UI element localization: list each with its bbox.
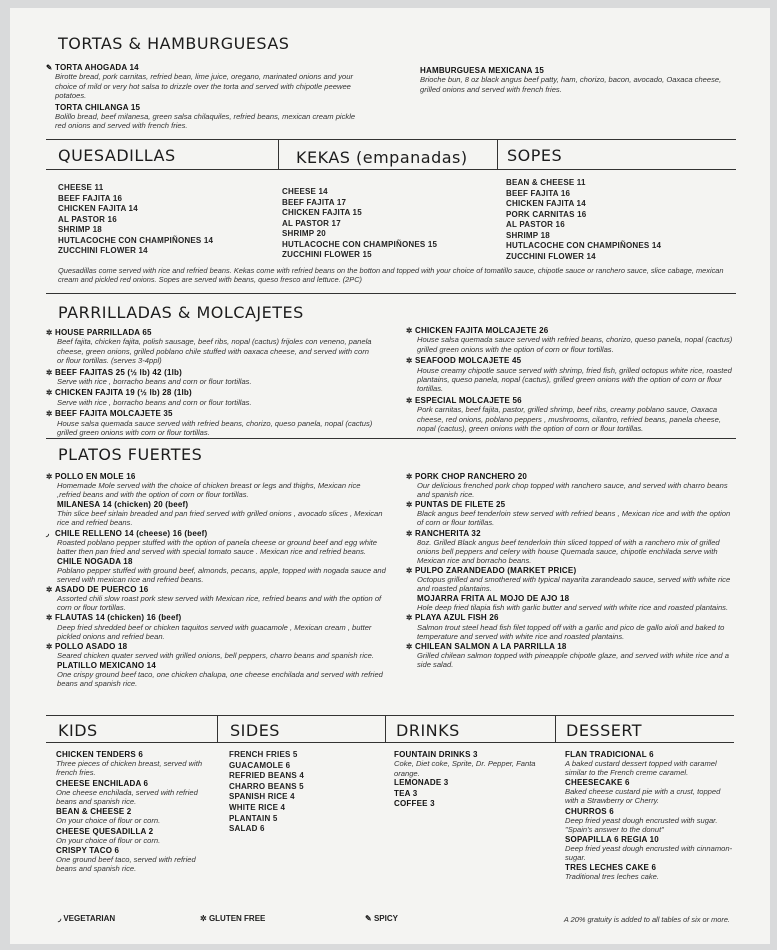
menu-item: [565, 750, 733, 777]
item-name: HOUSE PARRILLADA 65: [55, 328, 152, 337]
gluten-free-icon: ✲: [46, 641, 53, 651]
menu-item: [56, 827, 214, 845]
menu-item: WHITE RICE 4: [229, 802, 286, 812]
menu-item: TEA 3: [394, 788, 418, 798]
menu-item: [565, 778, 733, 805]
menu-item: LEMONADE 3: [394, 778, 449, 788]
menu-item: [46, 472, 386, 499]
section-title-quesadillas: QUESADILLAS: [58, 146, 176, 165]
parrilladas-right-column: [406, 326, 736, 435]
menu-item: [46, 585, 386, 612]
item-name: ESPECIAL MOLCAJETE 56: [415, 395, 522, 405]
menu-item: PLANTAIN 5: [229, 813, 278, 823]
item-name: FLAUTAS 14 (chicken) 16 (beef): [55, 613, 182, 623]
divider: [46, 438, 736, 439]
item-desc: Assorted chili slow roast pork stew served with Mexican rice, refried beans and with the option of corn or flour tortillas.: [57, 594, 382, 613]
item-desc: Baked cheese custard pie with a crust, topped with a Strawberry or Cherry.: [565, 787, 721, 806]
item-desc: Black angus beef tenderloin stew served with refried beans , Mexican rice and with the option of corn or flour tortillas.: [417, 509, 731, 528]
item-desc: One cheese enchilada, served with refried beans and spanish rice.: [56, 787, 198, 807]
platos-right-column: [406, 472, 736, 670]
divider: [46, 293, 736, 294]
platos-left-column: [46, 472, 386, 689]
menu-item: [56, 779, 214, 807]
parrilladas-left-column: [46, 328, 376, 439]
gluten-free-icon: ✲: [46, 367, 53, 377]
menu-item: [46, 63, 368, 101]
item-desc: Serve with rice , borracho beans and corn or flour tortillas.: [57, 377, 252, 387]
legend-gluten-free: [200, 914, 265, 923]
item-name: ASADO DE PUERCO 16: [55, 585, 149, 595]
menu-item: BEEF FAJITA 16: [506, 188, 571, 198]
gluten-free-icon: ✲: [406, 613, 413, 623]
menu-item: [46, 409, 376, 437]
item-name: CRISPY TACO 6: [56, 846, 120, 856]
item-desc: Deep fried shredded beef or chicken taquitos served with guacamole , Mexican cream , butter pickled onions and refried bean.: [57, 622, 372, 641]
divider: [46, 139, 736, 140]
divider: [497, 139, 498, 169]
item-desc: Roasted poblano pepper stuffed with the option of panela cheese or ground beef and egg white batter then pan fried and served with special tomato sauce . Mexican rice and refried beans.: [57, 537, 378, 556]
item-desc: Birotte bread, pork carnitas, refried bean, lime juice, oregano, marinated onions and your choice of mild or very hot salsa to drizzle over the torta and served with chipotle peewee potatoes.: [55, 72, 354, 101]
menu-item: [394, 750, 552, 778]
menu-item: [565, 835, 733, 862]
item-desc: Thin slice beef sirlain breaded and pan fried served with grilled onions , avocado slices , Mexican rice and refried beans.: [57, 509, 383, 528]
menu-page: [10, 8, 770, 944]
menu-item: [56, 750, 214, 778]
gluten-free-icon: ✲: [406, 528, 413, 538]
menu-item: [406, 566, 736, 593]
item-desc: Coke, Diet coke, Sprite, Dr. Pepper, Fanta orange.: [394, 759, 536, 778]
kekas-list: [282, 187, 437, 261]
item-name: MILANESA 14 (chicken) 20 (beef): [57, 500, 189, 510]
item-desc: Serve with rice , borracho beans and corn or flour tortillas.: [57, 397, 252, 407]
menu-item: REFRIED BEANS 4: [229, 771, 305, 781]
item-desc: Traditional tres leches cake.: [565, 872, 659, 882]
gluten-free-icon: ✲: [200, 914, 209, 923]
menu-item: AL PASTOR 16: [506, 220, 565, 229]
menu-item: [406, 396, 736, 434]
section-title-sopes: SOPES: [507, 146, 563, 165]
spicy-icon: ✎: [365, 914, 374, 923]
section-title-dessert: DESSERT: [566, 721, 643, 740]
item-name: FLAN TRADICIONAL 6: [565, 750, 654, 759]
gluten-free-icon: ✲: [46, 409, 53, 419]
section-title-drinks: DRINKS: [396, 721, 460, 740]
item-desc: Bolillo bread, beef milanesa, green salsa chilaquiles, refried beans, mexican cream pickle red onions and served with french fries.: [55, 112, 356, 131]
item-name: CHEESE ENCHILADA 6: [56, 778, 149, 788]
menu-item: ZUCCHINI FLOWER 15: [282, 250, 372, 259]
item-name: CHICKEN FAJITA MOLCAJETE 26: [415, 326, 549, 335]
menu-item: [46, 613, 386, 640]
tortas-left-column: [46, 63, 368, 133]
menu-item: BEEF FAJITA 16: [58, 193, 123, 203]
menu-item: SHRIMP 20: [282, 229, 326, 238]
item-name: MOJARRA FRITA AL MOJO DE AJO 18: [417, 594, 570, 604]
item-desc: Beef fajita, chicken fajita, polish sausage, beef ribs, nopal (cactus) frijoles con veneno, panela cheese, green onions, grilled poblano chile stuffed with oaxaca cheese, and served with corn or flour tortillas. (serves 3-4ppl): [57, 337, 372, 366]
sides-column: [229, 750, 304, 835]
menu-item: [46, 328, 376, 366]
menu-item: COFFEE 3: [394, 799, 435, 809]
item-desc: Seared chicken quater served with grilled onions, bell peppers, charro beans and spanish rice.: [57, 650, 375, 660]
menu-item: AL PASTOR 16: [58, 214, 117, 224]
item-desc: On your choice of flour or corn.: [56, 816, 161, 826]
gluten-free-icon: ✲: [406, 326, 413, 335]
gluten-free-icon: ✲: [406, 395, 413, 405]
divider: [217, 715, 218, 742]
divider: [278, 139, 279, 169]
item-desc: Pork carnitas, beef fajita, pastor, grilled shrimp, beef ribs, creamy poblano sauce, Oaxaca cheese, red onions, poblano peppers , mushrooms, cilantro, refried beans, panela cheese, nopal (cactus), green onions with the option of corn or flour tortillas.: [417, 405, 721, 434]
item-name: POLLO EN MOLE 16: [55, 472, 136, 481]
item-name: CHICKEN FAJITA 19 (½ lb) 28 (1lb): [55, 388, 192, 398]
item-desc: Octopus grilled and smothered with typical nayarita zarandeado sauce, served with white rice and roasted plantains.: [417, 575, 731, 594]
dessert-column: [565, 750, 733, 882]
legend-label: VEGETARIAN: [63, 914, 116, 923]
menu-item: [46, 661, 386, 688]
menu-item: [46, 642, 386, 660]
item-name: CHILE NOGADA 18: [57, 556, 133, 566]
menu-item: [406, 529, 736, 565]
menu-item: [565, 807, 733, 834]
spicy-icon: ✎: [46, 63, 53, 72]
item-name: BEEF FAJITAS 25 (½ lb) 42 (1lb): [55, 367, 182, 377]
item-desc: Grilled chilean salmon topped with pineapple chipotle glaze, and served with white rice and a side salad.: [417, 650, 729, 669]
menu-item: SALAD 6: [229, 824, 265, 834]
item-name: TORTA AHOGADA 14: [55, 63, 139, 72]
combined-note: Quesadillas come served with rice and refried beans. Kekas come with refried beans on the botton and topped with your choice of tomatillo sauce, chipotle sauce or ranchero sauce, slice cabage, mexican cream and pickled red onions. Sopes are served with beans, queso fresco and lettuce. (2PC): [58, 266, 724, 285]
item-desc: Salmon trout steel head fish filet topped off with a garlic and pico de gallo aioli and baked to temperature and served with white rice and roasted plantains.: [417, 622, 725, 641]
gluten-free-icon: ✲: [406, 565, 413, 575]
item-desc: Homemade Mole served with the choice of chicken breast or legs and thighs, Mexican rice ,refried beans and with the option of corn or flour tortillas.: [57, 481, 361, 500]
menu-item: [46, 529, 386, 556]
legend-vegetarian: [58, 914, 115, 923]
menu-item: CHICKEN FAJITA 14: [506, 199, 586, 208]
item-desc: Deep fried yeast dough encrusted with cinnamon-sugar.: [565, 843, 733, 863]
menu-item: HUTLACOCHE CON CHAMPIÑONES 14: [58, 235, 214, 245]
gluten-free-icon: ✲: [46, 585, 53, 595]
menu-item: SPANISH RICE 4: [229, 792, 295, 802]
item-name: PLATILLO MEXICANO 14: [57, 660, 156, 670]
menu-item: [46, 103, 368, 131]
menu-item: [406, 594, 736, 612]
item-name: RANCHERITA 32: [415, 528, 481, 538]
item-desc: One crispy ground beef taco, one chicken chalupa, one cheese enchilada and served with refried beans and spanish rice.: [57, 669, 383, 689]
menu-item: AL PASTOR 17: [282, 218, 341, 228]
menu-item: GUACAMOLE 6: [229, 760, 291, 770]
menu-item: FRENCH FRIES 5: [229, 750, 298, 759]
item-desc: 8oz. Grilled Black angus beef tenderloin thin sliced topped of with a ranchero mix of grilled onions bell peppers and celery with house Quemada sauce, chipotle enchilada serve with Mexican rice and borracho beans.: [417, 537, 720, 565]
menu-item: [46, 557, 386, 584]
menu-item: [420, 66, 730, 94]
gluten-free-icon: ✲: [46, 388, 53, 398]
item-name: SOPAPILLA 6 REGIA 10: [565, 834, 659, 844]
section-title-kids: KIDS: [58, 721, 98, 740]
menu-item: CHEESE 11: [58, 183, 104, 192]
menu-item: [406, 326, 736, 354]
menu-item: BEAN & CHEESE 11: [506, 178, 586, 187]
legend-spicy: [365, 914, 398, 923]
item-desc: House creamy chipotle sauce served with shrimp, fried fish, grilled octopus white rice, roasted plantains, queso panela, nopal (cactus), grilled green onions with the option of corn or flour tortillas.: [417, 365, 732, 394]
item-name: SEAFOOD MOLCAJETE 45: [415, 356, 522, 366]
menu-item: ZUCCHINI FLOWER 14: [506, 251, 596, 261]
item-name: POLLO ASADO 18: [55, 641, 128, 651]
item-name: PUNTAS DE FILETE 25: [415, 500, 506, 510]
gluten-free-icon: ✲: [46, 328, 53, 337]
divider: [555, 715, 556, 742]
menu-item: [406, 642, 736, 669]
menu-item: [406, 472, 736, 499]
item-name: BEAN & CHEESE 2: [56, 807, 132, 817]
sopes-list: [506, 178, 661, 262]
menu-item: CHICKEN FAJITA 14: [58, 204, 138, 213]
item-name: PORK CHOP RANCHERO 20: [415, 472, 528, 481]
item-desc: Our delicious frenched pork chop topped with ranchero sauce, and served with charro beans and spanish rice.: [417, 481, 728, 500]
legend-label: SPICY: [373, 914, 398, 923]
vegetarian-icon: ◞: [46, 528, 49, 538]
item-desc: House salsa quemada sauce served with refried beans, chorizo, queso panela, nopal (cactus) grilled green onions with the option of corn or flour tortillas.: [417, 335, 733, 354]
divider: [385, 715, 386, 742]
section-title-parrilladas: PARRILLADAS & MOLCAJETES: [58, 303, 304, 322]
menu-item: ZUCCHINI FLOWER 14: [58, 246, 148, 255]
vegetarian-icon: ◞: [58, 914, 64, 923]
gluten-free-icon: ✲: [406, 472, 413, 481]
drinks-column: [394, 750, 552, 810]
item-name: HAMBURGUESA MEXICANA 15: [420, 66, 545, 75]
item-desc: Hole deep fried tilapia fish with garlic butter and served with white rice and roasted plantains.: [417, 603, 729, 613]
item-name: BEEF FAJITA MOLCAJETE 35: [55, 409, 173, 419]
menu-item: [406, 613, 736, 640]
menu-item: [46, 500, 386, 527]
item-name: CHILE RELLENO 14 (cheese) 16 (beef): [55, 528, 208, 538]
item-name: CHICKEN TENDERS 6: [56, 750, 143, 759]
item-name: CHURROS 6: [565, 806, 614, 816]
menu-item: [46, 388, 376, 407]
menu-item: [46, 368, 376, 387]
menu-item: HUTLACOCHE CON CHAMPIÑONES 14: [506, 241, 662, 250]
menu-item: [565, 863, 733, 881]
item-desc: Poblano pepper stuffed with ground beef, almonds, pecans, apple, topped with nogada sauce and served with mexican rice and refried beans.: [57, 565, 386, 585]
item-desc: On your choice of flour or corn.: [56, 835, 161, 845]
item-desc: House salsa quemada sauce served with refried beans, chorizo, queso panela, nopal (cactus) grilled green onions with corn or flour tortillas.: [57, 418, 373, 438]
menu-item: [406, 356, 736, 394]
gratuity-note: A 20% gratuity is added to all tables of six or more.: [563, 915, 730, 924]
gluten-free-icon: ✲: [406, 641, 413, 651]
menu-item: HUTLACOCHE CON CHAMPIÑONES 15: [282, 239, 438, 249]
gluten-free-icon: ✲: [406, 500, 413, 510]
item-desc: Brioche bun, 8 oz black angus beef patty, ham, chorizo, bacon, avocado, Oaxaca cheese, grilled onions and served with french fries.: [420, 75, 722, 94]
menu-item: BEEF FAJITA 17: [282, 197, 347, 207]
menu-item: [56, 846, 214, 874]
menu-item: CHEESE 14: [282, 187, 328, 196]
item-desc: A baked custard dessert topped with caramel similar to the French creme caramel.: [565, 759, 717, 778]
menu-item: [56, 807, 214, 825]
kids-column: [56, 750, 214, 875]
section-title-platos: PLATOS FUERTES: [58, 445, 203, 464]
section-title-kekas: KEKAS (empanadas): [296, 148, 468, 167]
item-desc: Deep fried yeast dough encrusted with sugar. "Spain's answer to the donut": [565, 815, 718, 834]
gluten-free-icon: ✲: [406, 356, 413, 366]
quesadillas-list: [58, 183, 213, 257]
item-desc: One ground beef taco, served with refried beans and spanish rice.: [56, 855, 196, 874]
item-name: TRES LECHES CAKE 6: [565, 863, 657, 873]
gluten-free-icon: ✲: [46, 472, 53, 481]
divider: [46, 742, 734, 743]
menu-item: SHRIMP 18: [506, 230, 550, 240]
item-name: TORTA CHILANGA 15: [55, 102, 141, 112]
section-title-sides: SIDES: [230, 721, 280, 740]
item-name: PLAYA AZUL FISH 26: [415, 613, 499, 623]
item-name: FOUNTAIN DRINKS 3: [394, 750, 478, 759]
menu-item: [406, 500, 736, 527]
divider: [46, 715, 734, 716]
item-name: PULPO ZARANDEADO (MARKET PRICE): [415, 565, 577, 575]
menu-item: CHICKEN FAJITA 15: [282, 208, 362, 217]
menu-item: SHRIMP 18: [58, 225, 102, 234]
menu-item: CHARRO BEANS 5: [229, 781, 304, 791]
menu-item: PORK CARNITAS 16: [506, 209, 587, 219]
divider: [46, 169, 736, 170]
section-title-tortas: TORTAS & HAMBURGUESAS: [58, 34, 290, 53]
item-name: CHILEAN SALMON A LA PARRILLA 18: [415, 641, 567, 651]
item-name: CHEESECAKE 6: [565, 778, 630, 788]
item-name: CHEESE QUESADILLA 2: [56, 826, 154, 836]
gluten-free-icon: ✲: [46, 613, 53, 623]
legend-label: GLUTEN FREE: [208, 914, 266, 923]
tortas-right-column: [420, 66, 730, 96]
item-desc: Three pieces of chicken breast, served with french fries.: [56, 759, 203, 778]
